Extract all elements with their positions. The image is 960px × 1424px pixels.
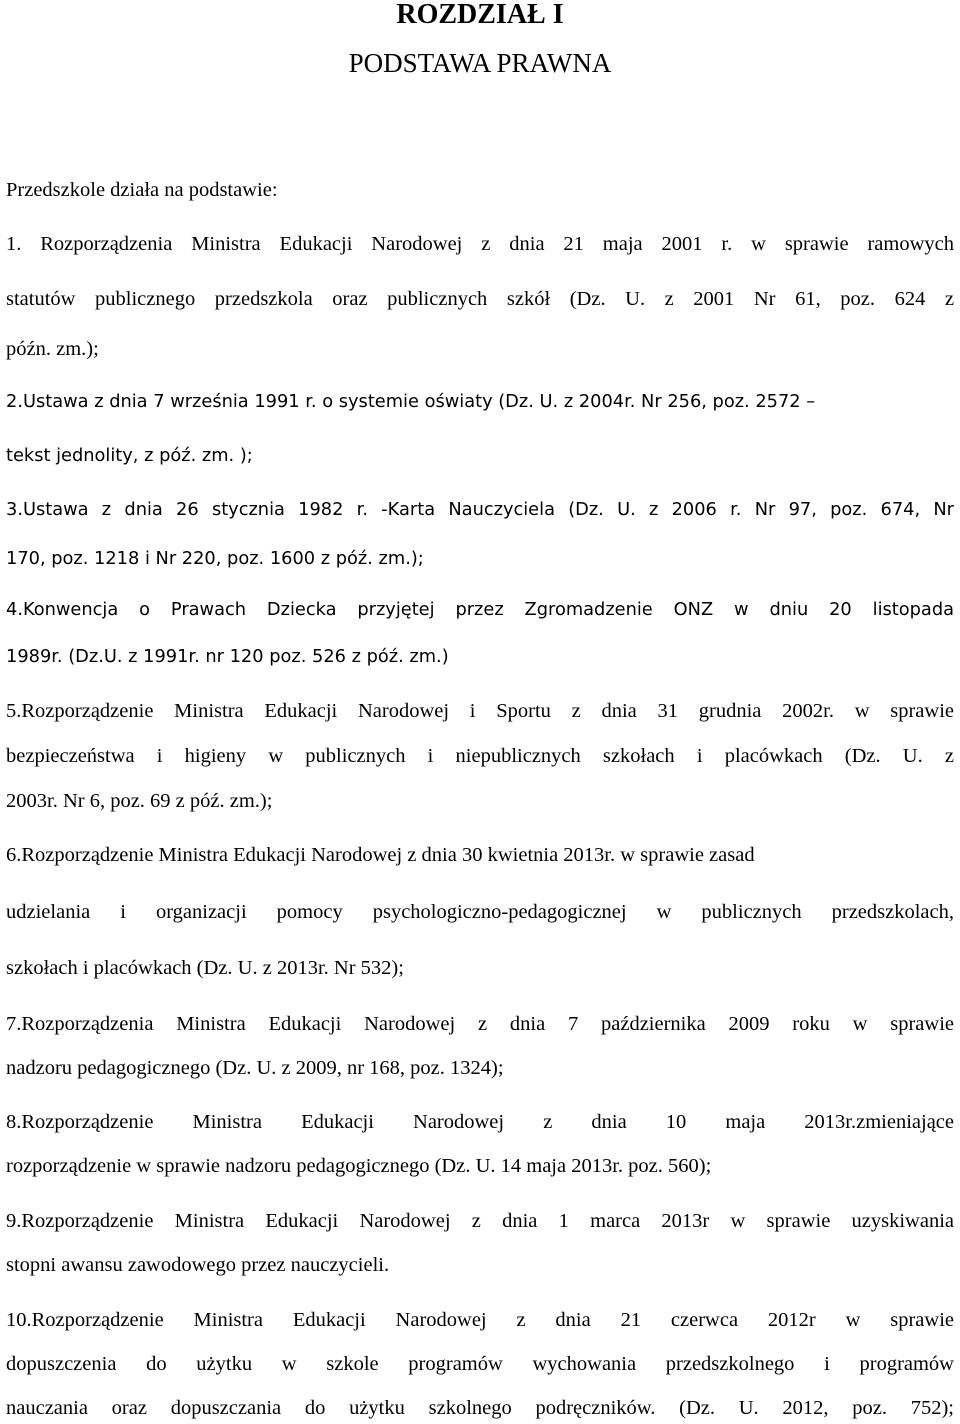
- legal-basis-line: 8.Rozporządzenie Ministra Edukacji Narodowej z dnia 10 maja 2013r.zmieniające: [6, 1111, 954, 1133]
- legal-basis-line: późn. zm.);: [6, 338, 99, 360]
- legal-basis-line: 4.Konwencja o Prawach Dziecka przyjętej przez Zgromadzenie ONZ w dniu 20 listopada: [6, 599, 954, 620]
- legal-basis-line: 6.Rozporządzenie Ministra Edukacji Narodowej z dnia 30 kwietnia 2013r. w sprawie zasad: [6, 844, 755, 866]
- legal-basis-line: szkołach i placówkach (Dz. U. z 2013r. Nr 532);: [6, 957, 404, 979]
- legal-basis-line: nadzoru pedagogicznego (Dz. U. z 2009, nr 168, poz. 1324);: [6, 1057, 504, 1079]
- legal-basis-line: 10.Rozporządzenie Ministra Edukacji Narodowej z dnia 21 czerwca 2012r w sprawie: [6, 1309, 954, 1331]
- legal-basis-line: 1989r. (Dz.U. z 1991r. nr 120 poz. 526 z póź. zm.): [6, 646, 449, 667]
- legal-basis-line: udzielania i organizacji pomocy psychologiczno-pedagogicznej w publicznych przedszkolach,: [6, 901, 954, 923]
- legal-basis-line: 9.Rozporządzenie Ministra Edukacji Narodowej z dnia 1 marca 2013r w sprawie uzyskiwania: [6, 1210, 954, 1232]
- intro-text: Przedszkole działa na podstawie:: [6, 179, 278, 201]
- legal-basis-line: 2003r. Nr 6, poz. 69 z póź. zm.);: [6, 790, 273, 812]
- chapter-heading: ROZDZIAŁ I: [396, 0, 564, 30]
- legal-basis-line: 3.Ustawa z dnia 26 stycznia 1982 r. -Karta Nauczyciela (Dz. U. z 2006 r. Nr 97, poz. 674, Nr: [6, 499, 954, 520]
- legal-basis-line: 7.Rozporządzenia Ministra Edukacji Narodowej z dnia 7 października 2009 roku w sprawie: [6, 1013, 954, 1035]
- legal-basis-line: dopuszczenia do użytku w szkole programów wychowania przedszkolnego i programów: [6, 1353, 954, 1375]
- legal-basis-line: nauczania oraz dopuszczania do użytku szkolnego podręczników. (Dz. U. 2012, poz. 752);: [6, 1397, 954, 1419]
- legal-basis-line: statutów publicznego przedszkola oraz publicznych szkół (Dz. U. z 2001 Nr 61, poz. 624 z: [6, 288, 954, 310]
- legal-basis-line: 1. Rozporządzenia Ministra Edukacji Narodowej z dnia 21 maja 2001 r. w sprawie ramowych: [6, 233, 954, 255]
- legal-basis-line: 2.Ustawa z dnia 7 września 1991 r. o systemie oświaty (Dz. U. z 2004r. Nr 256, poz. 2572 –: [6, 391, 816, 412]
- legal-basis-line: 5.Rozporządzenie Ministra Edukacji Narodowej i Sportu z dnia 31 grudnia 2002r. w sprawie: [6, 700, 954, 722]
- legal-basis-line: rozporządzenie w sprawie nadzoru pedagogicznego (Dz. U. 14 maja 2013r. poz. 560);: [6, 1155, 712, 1177]
- legal-basis-line: stopni awansu zawodowego przez nauczycieli.: [6, 1254, 390, 1276]
- legal-basis-line: bezpieczeństwa i higieny w publicznych i niepublicznych szkołach i placówkach (Dz. U. z: [6, 745, 954, 767]
- chapter-title: PODSTAWA PRAWNA: [348, 48, 612, 78]
- legal-basis-line: 170, poz. 1218 i Nr 220, poz. 1600 z póź. zm.);: [6, 548, 424, 569]
- legal-basis-line: tekst jednolity, z póź. zm. );: [6, 445, 253, 466]
